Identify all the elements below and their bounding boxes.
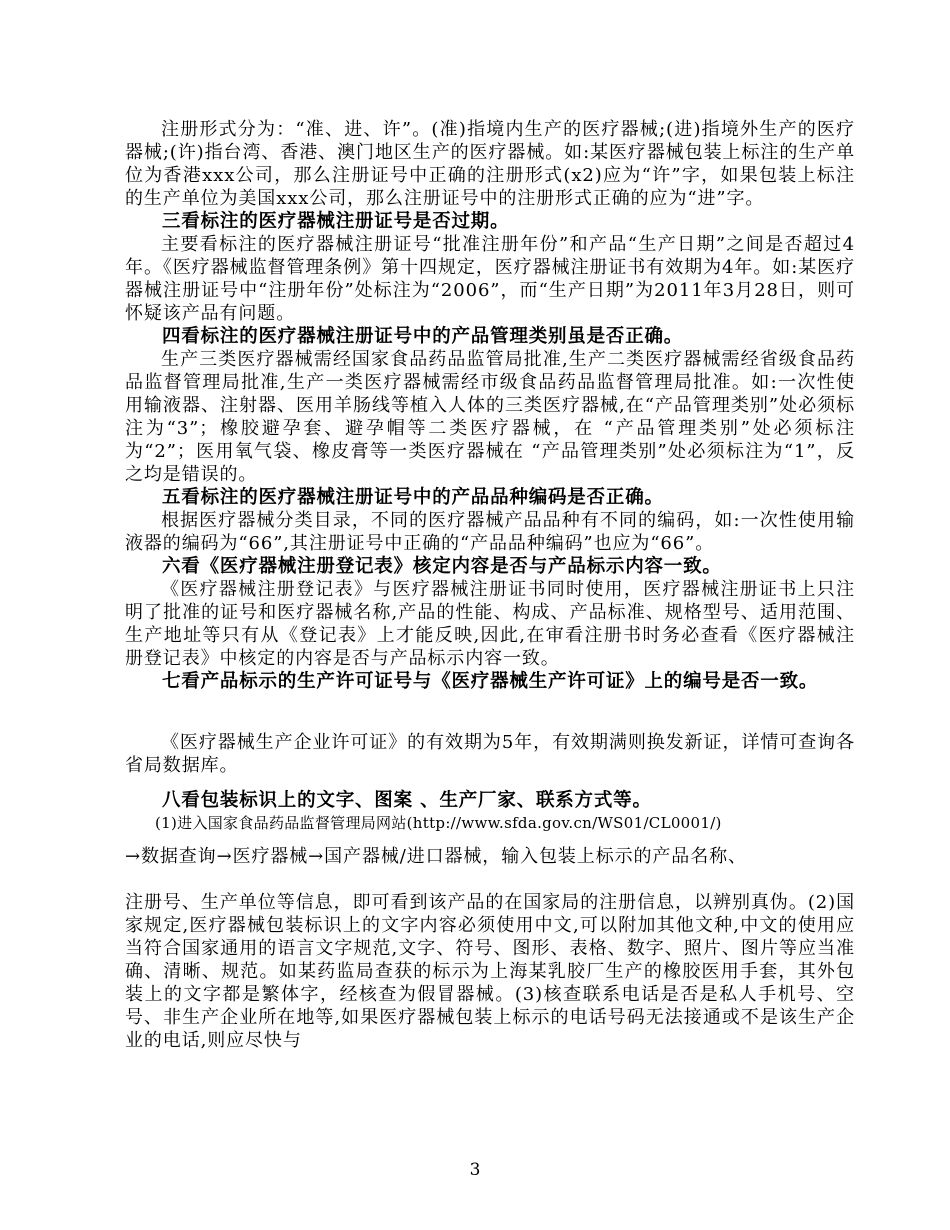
section-heading: 六看《医疗器械注册登记表》核定内容是否与产品标示内容一致。 xyxy=(162,556,722,577)
section-heading: 七看产品标示的生产许可证号与《医疗器械生产许可证》上的编号是否一致。 xyxy=(162,671,819,692)
body-paragraph: 注册形式分为：“准、进、许”。(准)指境内生产的医疗器械;(进)指境外生产的医疗器械;(许)指台湾、香港、澳门地区生产的医疗器械。如:某医疗器械包装上标注的生产单位为香港xxx公司，那么注册证号中正确的注册形式(x2)应为“许”字，如果包装上标注的生产单位为美国xxx公司，那么注册证号中的注册形式正确的应为“进”字。 xyxy=(125,119,855,209)
body-paragraph: 《医疗器械生产企业许可证》的有效期为5年，有效期满则换发新证，详情可查询各省局数据库。 xyxy=(125,732,855,776)
section-heading: 五看标注的医疗器械注册证号中的产品品种编码是否正确。 xyxy=(162,487,664,508)
section-heading: 四看标注的医疗器械注册证号中的产品管理类别虽是否正确。 xyxy=(162,326,684,347)
body-paragraph: →数据查询→医疗器械→国产器械/进口器械，输入包装上标示的产品名称、 xyxy=(125,846,747,867)
body-paragraph: 《医疗器械注册登记表》与医疗器械注册证书同时使用，医疗器械注册证书上只注明了批准的证号和医疗器械名称,产品的性能、构成、产品标准、规格型号、适用范围、生产地址等只有从《登记表》上才能反映,因此,在审看注册书时务必查看《医疗器械注册登记表》中核定的内容是否与产品标示内容一致。 xyxy=(125,579,855,669)
body-paragraph: 根据医疗器械分类目录，不同的医疗器械产品品种有不同的编码，如:一次性使用输液器的编码为“66”,其注册证号中正确的“产品品种编码”也应为“66”。 xyxy=(125,510,855,554)
document-body xyxy=(125,118,855,1052)
body-paragraph: 生产三类医疗器械需经国家食品药品监管局批准,生产二类医疗器械需经省级食品药品监督管理局批准,生产一类医疗器械需经市级食品药品监督管理局批准。如:一次性使用输液器、注射器、医用羊肠线等植入人体的三类医疗器械,在“产品管理类别”处必须标注为“3”；橡胶避孕套、避孕帽等二类医疗器械，在 “产品管理类别”处必须标注为“2”；医用氧气袋、橡皮膏等一类医疗器械在 “产品管理类别”处必须标注为“1”，反之均是错误的。 xyxy=(125,349,855,485)
body-paragraph: (1)进入国家食品药品监督管理局网站(http://www.sfda.gov.cn/WS01/CL0001/) xyxy=(155,814,722,832)
section-heading: 八看包装标识上的文字、图案 、生产厂家、联系方式等。 xyxy=(162,790,652,811)
body-paragraph: 主要看标注的医疗器械注册证号“批准注册年份”和产品“生产日期”之间是否超过4年。《医疗器械监督管理条例》第十四规定，医疗器械注册证书有效期为4年。如:某医疗器械注册证号中“注册年份”处标注为“2006”，而“生产日期”为2011年3月28日，则可怀疑该产品有问题。 xyxy=(125,234,855,324)
body-paragraph: 注册号、生产单位等信息，即可看到该产品的在国家局的注册信息，以辨别真伪。(2)国家规定,医疗器械包装标识上的文字内容必须使用中文,可以附加其他文种,中文的使用应当符合国家通用的语言文字规范,文字、符号、图形、表格、数字、照片、图片等应当准确、清晰、规范。如某药监局查获的标示为上海某乳胶厂生产的橡胶医用手套，其外包装上的文字都是繁体字，经核查为假冒器械。(3)核查联系电话是否是私人手机号、空号、非生产企业所在地等,如果医疗器械包装上标示的电话号码无法接通或不是该生产企业的电话,则应尽快与 xyxy=(125,892,855,1051)
section-heading: 三看标注的医疗器械注册证号是否过期。 xyxy=(162,211,510,232)
page-number: 3 xyxy=(469,1160,481,1180)
